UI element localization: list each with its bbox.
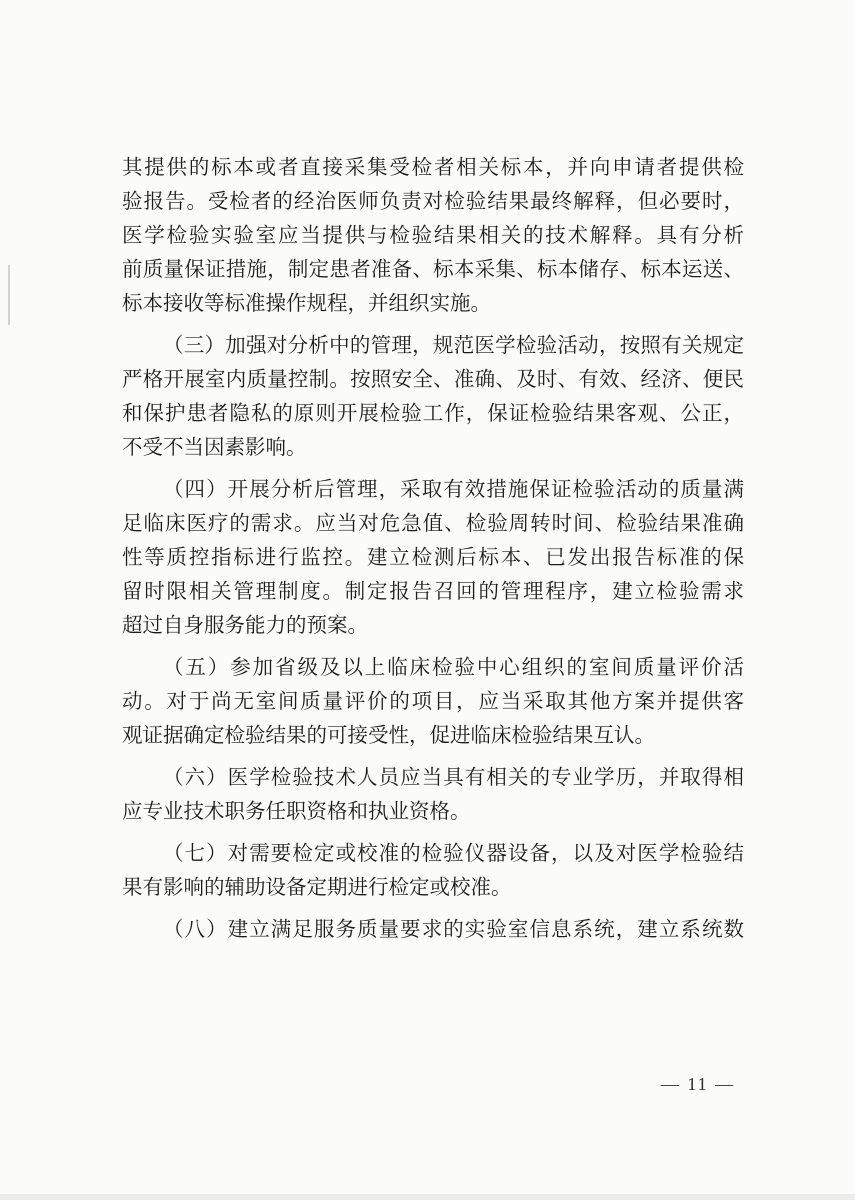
text-line: （五）参加省级及以上临床检验中心组织的室间质量评价活 xyxy=(163,655,744,679)
text-line: 前质量保证措施，制定患者准备、标本采集、标本储存、标本运送、 xyxy=(122,257,744,281)
paragraph-4 xyxy=(122,472,744,642)
text-line: （八）建立满足服务质量要求的实验室信息系统，建立系统数 xyxy=(163,917,744,941)
paragraph-7 xyxy=(122,836,744,904)
text-line: 其提供的标本或者直接采集受检者相关标本，并向申请者提供检 xyxy=(122,155,744,179)
document-body xyxy=(122,150,744,946)
text-line: 不受不当因素影响。 xyxy=(122,435,307,459)
text-line: 动。对于尚无室间质量评价的项目，应当采取其他方案并提供客 xyxy=(122,689,744,713)
text-line: （三）加强对分析中的管理，规范医学检验活动，按照有关规定 xyxy=(163,333,744,357)
text-line: 果有影响的辅助设备定期进行检定或校准。 xyxy=(122,875,512,899)
text-line: 验报告。受检者的经治医师负责对检验结果最终解释，但必要时， xyxy=(122,189,744,213)
scan-bottom-edge xyxy=(0,1194,855,1200)
paragraph-continued xyxy=(122,150,744,320)
text-line: 应专业技术职务任职资格和执业资格。 xyxy=(122,799,471,823)
paragraph-8 xyxy=(122,912,744,946)
text-line: （四）开展分析后管理，采取有效措施保证检验活动的质量满 xyxy=(163,477,744,501)
text-line: 超过自身服务能力的预案。 xyxy=(122,613,368,637)
page-number: — 11 — xyxy=(660,1074,736,1094)
text-line: 严格开展室内质量控制。按照安全、准确、及时、有效、经济、便民 xyxy=(122,367,744,391)
text-line: 观证据确定检验结果的可接受性，促进临床检验结果互认。 xyxy=(122,723,655,747)
text-line: 标本接收等标准操作规程，并组织实施。 xyxy=(122,291,491,315)
text-line: 和保护患者隐私的原则开展检验工作，保证检验结果客观、公正， xyxy=(122,401,744,425)
text-line: （七）对需要检定或校准的检验仪器设备，以及对医学检验结 xyxy=(163,841,744,865)
text-line: 性等质控指标进行监控。建立检测后标本、已发出报告标准的保 xyxy=(122,545,744,569)
text-line: 医学检验实验室应当提供与检验结果相关的技术解释。具有分析 xyxy=(122,223,744,247)
binding-mark xyxy=(8,265,10,325)
paragraph-6 xyxy=(122,760,744,828)
text-line: （六）医学检验技术人员应当具有相关的专业学历，并取得相 xyxy=(163,765,744,789)
text-line: 留时限相关管理制度。制定报告召回的管理程序，建立检验需求 xyxy=(122,579,744,603)
text-line: 足临床医疗的需求。应当对危急值、检验周转时间、检验结果准确 xyxy=(122,511,744,535)
paragraph-5 xyxy=(122,650,744,752)
paragraph-3 xyxy=(122,328,744,464)
